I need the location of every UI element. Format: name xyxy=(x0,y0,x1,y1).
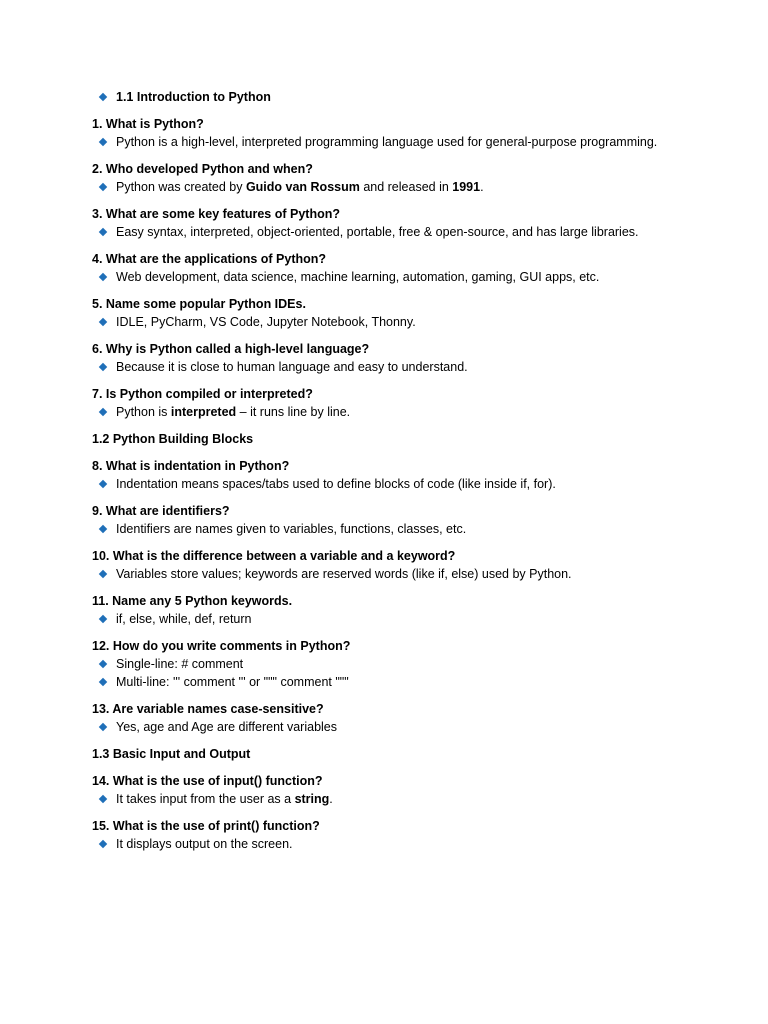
answer-3 xyxy=(92,223,692,241)
answer-text: Web development, data science, machine learning, automation, gaming, GUI apps, etc. xyxy=(116,270,600,284)
question-6: 6. Why is Python called a high-level language? xyxy=(92,342,370,356)
answer-10 xyxy=(92,565,692,583)
diamond-bullet-icon xyxy=(99,138,107,146)
answer-bold: interpreted xyxy=(170,405,237,419)
answer-1 xyxy=(92,133,692,151)
diamond-bullet-icon xyxy=(99,363,107,371)
question-12: 12. How do you write comments in Python? xyxy=(92,639,351,653)
answer-13 xyxy=(92,718,692,736)
answer-2 xyxy=(92,178,692,196)
answer-8 xyxy=(92,475,692,493)
diamond-bullet-icon xyxy=(99,228,107,236)
section-heading-3: 1.3 Basic Input and Output xyxy=(92,747,251,761)
diamond-bullet-icon xyxy=(99,795,107,803)
diamond-bullet-icon xyxy=(99,408,107,416)
question-4: 4. What are the applications of Python? xyxy=(92,252,327,266)
answer-bold: 1991 xyxy=(452,180,481,194)
question-3: 3. What are some key features of Python? xyxy=(92,207,340,221)
answer-text: It displays output on the screen. xyxy=(116,837,293,851)
question-1: 1. What is Python? xyxy=(92,117,204,131)
answer-4 xyxy=(92,268,692,286)
question-8: 8. What is indentation in Python? xyxy=(92,459,290,473)
answer-12b xyxy=(92,673,692,691)
question-7: 7. Is Python compiled or interpreted? xyxy=(92,387,313,401)
answer-text: Single-line: # comment xyxy=(116,657,244,671)
question-5: 5. Name some popular Python IDEs. xyxy=(92,297,306,311)
diamond-bullet-icon xyxy=(99,660,107,668)
diamond-bullet-icon xyxy=(99,273,107,281)
answer-11 xyxy=(92,610,692,628)
answer-14 xyxy=(92,790,692,808)
answer-9 xyxy=(92,520,692,538)
diamond-bullet-icon xyxy=(99,570,107,578)
question-11: 11. Name any 5 Python keywords. xyxy=(92,594,293,608)
answer-text: . xyxy=(329,792,333,806)
answer-5 xyxy=(92,313,692,331)
answer-text: Identifiers are names given to variables, functions, classes, etc. xyxy=(116,522,467,536)
answer-text: Yes, age and Age are different variables xyxy=(116,720,337,734)
answer-text: if, else, while, def, return xyxy=(116,612,252,626)
answer-text: Python was created by xyxy=(116,180,246,194)
diamond-bullet-icon xyxy=(99,318,107,326)
question-2: 2. Who developed Python and when? xyxy=(92,162,313,176)
question-9: 9. What are identifiers? xyxy=(92,504,230,518)
answer-text: Indentation means spaces/tabs used to define blocks of code (like inside if, for). xyxy=(116,477,556,491)
answer-text: Python is a high-level, interpreted programming language used for general-purpose programming. xyxy=(116,135,658,149)
answer-text: – it runs line by line. xyxy=(236,405,351,419)
diamond-bullet-icon xyxy=(99,183,107,191)
diamond-bullet-icon xyxy=(99,723,107,731)
answer-7 xyxy=(92,403,692,421)
answer-text: . xyxy=(480,180,484,194)
answer-12a xyxy=(92,655,692,673)
diamond-bullet-icon xyxy=(99,93,107,101)
diamond-bullet-icon xyxy=(99,840,107,848)
section-title: 1.1 Introduction to Python xyxy=(116,90,271,104)
diamond-bullet-icon xyxy=(99,615,107,623)
answer-text: Because it is close to human language and easy to understand. xyxy=(116,360,468,374)
question-15: 15. What is the use of print() function? xyxy=(92,819,320,833)
answer-text: Easy syntax, interpreted, object-oriented, portable, free & open-source, and has large libraries. xyxy=(116,225,639,239)
answer-text: Variables store values; keywords are reserved words (like if, else) used by Python. xyxy=(116,567,572,581)
diamond-bullet-icon xyxy=(99,678,107,686)
answer-text: and released in xyxy=(359,180,453,194)
diamond-bullet-icon xyxy=(99,525,107,533)
answer-text: It takes input from the user as a xyxy=(116,792,295,806)
question-14: 14. What is the use of input() function? xyxy=(92,774,323,788)
answer-15 xyxy=(92,835,692,853)
document-page xyxy=(92,88,692,853)
answer-bold: string xyxy=(294,792,330,806)
answer-bold: Guido van Rossum xyxy=(245,180,360,194)
section-heading-1 xyxy=(92,88,692,106)
answer-text: Python is xyxy=(116,405,171,419)
diamond-bullet-icon xyxy=(99,480,107,488)
question-10: 10. What is the difference between a variable and a keyword? xyxy=(92,549,456,563)
answer-6 xyxy=(92,358,692,376)
question-13: 13. Are variable names case-sensitive? xyxy=(92,702,324,716)
answer-text: Multi-line: ''' comment ''' or """ comment """ xyxy=(116,675,349,689)
section-heading-2: 1.2 Python Building Blocks xyxy=(92,432,254,446)
answer-text: IDLE, PyCharm, VS Code, Jupyter Notebook, Thonny. xyxy=(116,315,416,329)
